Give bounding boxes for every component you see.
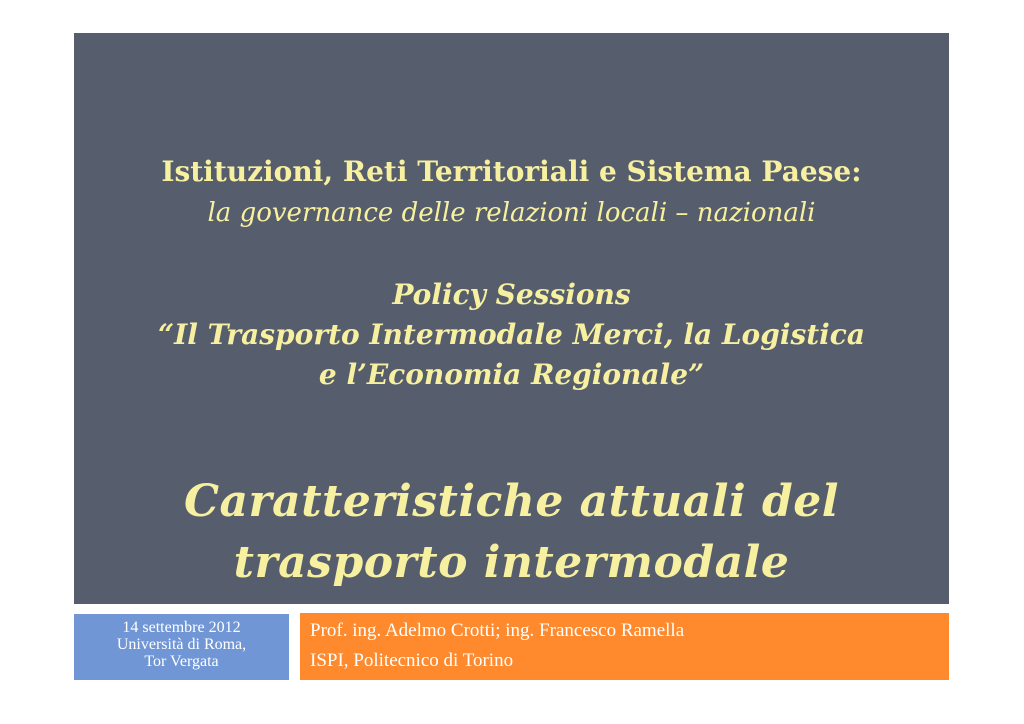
date-venue-box [74, 614, 289, 680]
venue-line1: Università di Roma, [116, 636, 247, 653]
session-title-line1: “Il Trasporto Intermodale Merci, la Logistica [158, 318, 865, 351]
authors-text: Prof. ing. Adelmo Crotti; ing. Francesco Ramella [310, 620, 685, 641]
title-panel [74, 33, 949, 604]
affiliation-text: ISPI, Politecnico di Torino [310, 650, 514, 671]
date-text: 14 settembre 2012 [122, 619, 241, 636]
main-title-line1: Caratteristiche attuali del [183, 476, 840, 527]
session-label: Policy Sessions [392, 278, 631, 311]
session-title-line2: e l’Economia Regionale” [318, 358, 705, 391]
conference-subtitle: la governance delle relazioni locali – nazionali [207, 198, 816, 228]
conference-title: Istituzioni, Reti Territoriali e Sistema Paese: [161, 155, 862, 188]
author-box [300, 613, 949, 680]
venue-line2: Tor Vergata [144, 653, 219, 670]
main-title-line2: trasporto intermodale [233, 537, 790, 588]
